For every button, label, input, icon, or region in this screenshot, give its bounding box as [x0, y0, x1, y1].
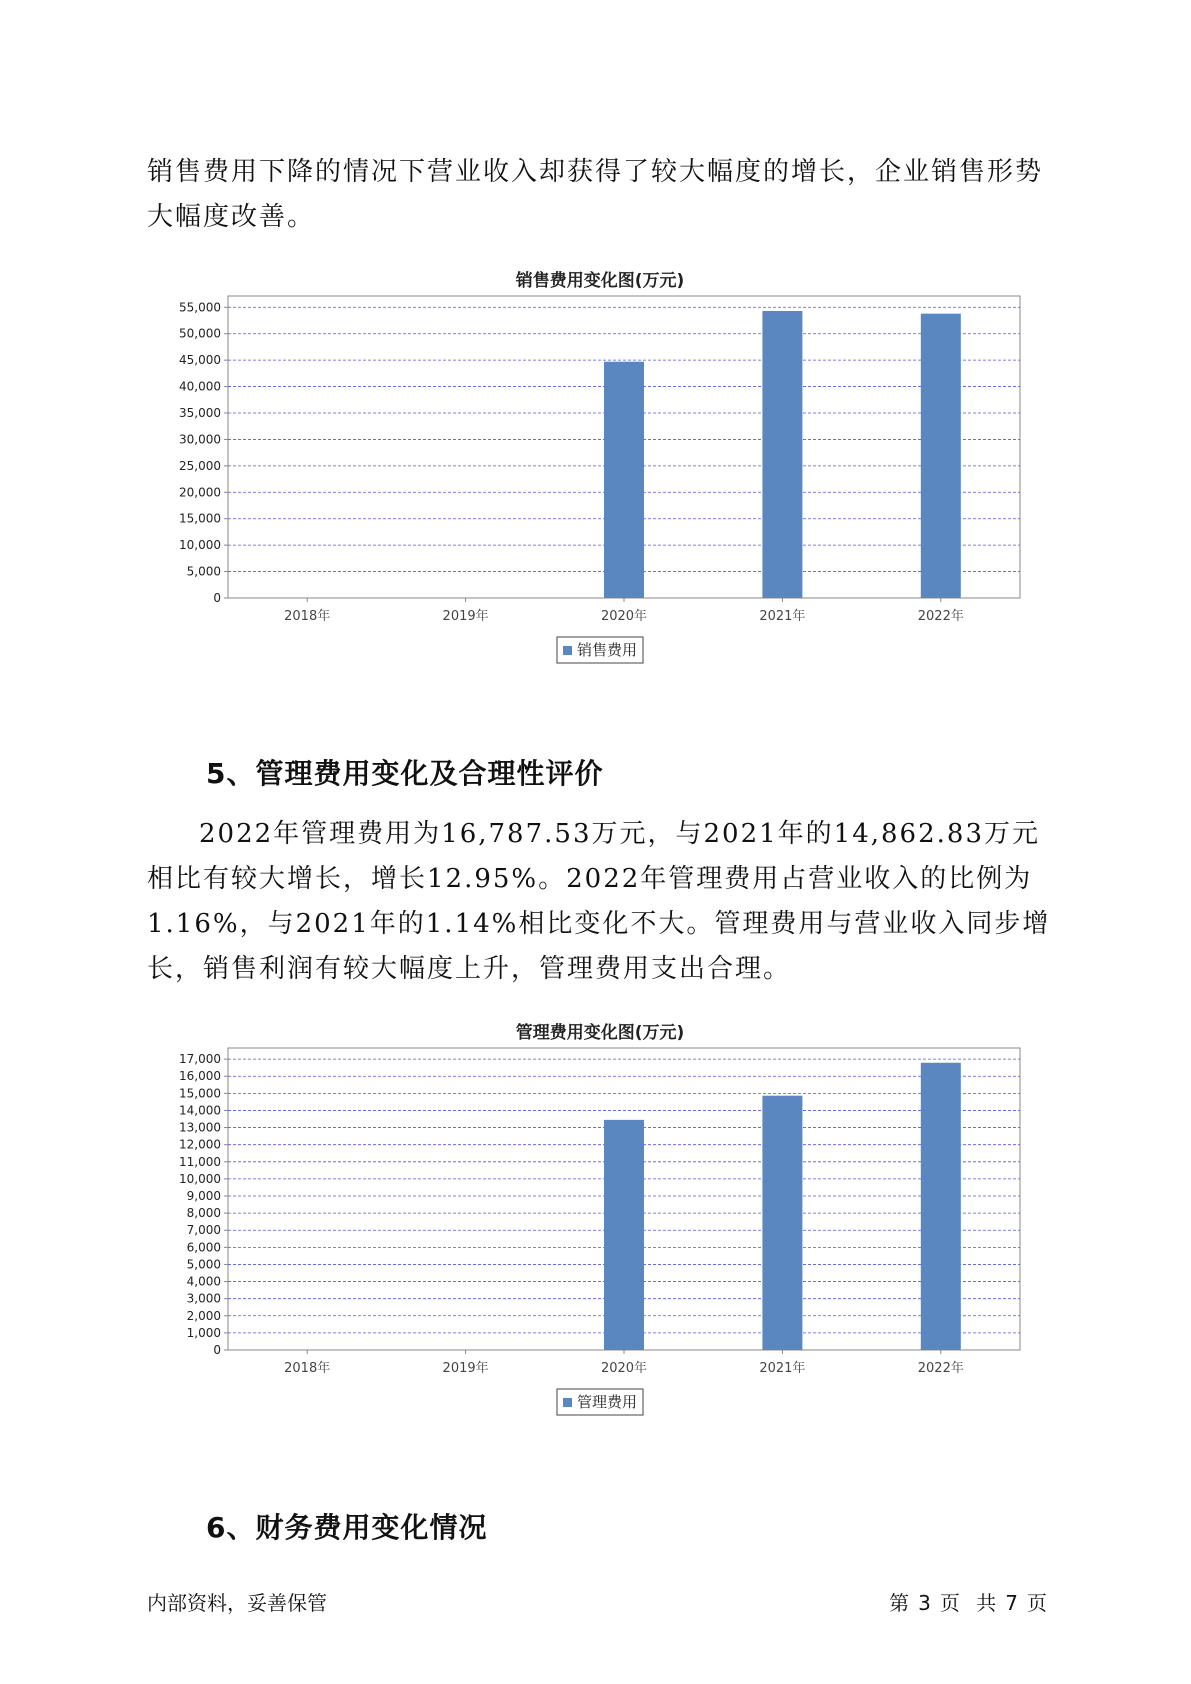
y-tick-label: 6,000	[186, 1240, 221, 1255]
x-tick-label: 2021年	[759, 1361, 806, 1376]
y-tick-label: 30,000	[179, 432, 221, 447]
y-tick-label: 5,000	[186, 564, 221, 579]
bar-2020年	[604, 1120, 644, 1350]
sales-expense-chart-svg	[150, 266, 1030, 716]
y-tick-label: 7,000	[186, 1223, 221, 1238]
y-tick-label: 2,000	[186, 1308, 221, 1323]
y-tick-label: 10,000	[179, 1171, 221, 1186]
y-tick-label: 4,000	[186, 1274, 221, 1289]
y-tick-label: 3,000	[186, 1291, 221, 1306]
bar-2022年	[921, 1063, 961, 1350]
y-tick-label: 11,000	[179, 1154, 221, 1169]
x-tick-label: 2020年	[600, 609, 648, 624]
x-tick-label: 2021年	[759, 609, 806, 624]
y-tick-label: 40,000	[179, 379, 221, 394]
y-tick-label: 35,000	[179, 406, 221, 420]
y-tick-label: 9,000	[186, 1189, 221, 1204]
y-tick-label: 20,000	[179, 485, 221, 500]
bar-2021年	[762, 311, 802, 598]
x-tick-label: 2018年	[284, 1361, 331, 1376]
sales-expense-chart	[150, 266, 1030, 716]
total-prefix: 共	[976, 1591, 998, 1615]
y-tick-label: 13,000	[179, 1120, 221, 1135]
bar-2020年	[604, 362, 644, 598]
management-expense-chart	[150, 1018, 1030, 1468]
y-tick-label: 14,000	[179, 1103, 221, 1118]
y-tick-label: 15,000	[179, 511, 221, 526]
page-number: 3	[918, 1591, 932, 1615]
y-tick-label: 10,000	[179, 538, 221, 553]
footer-page-info	[885, 1587, 1052, 1616]
y-tick-label: 25,000	[179, 458, 221, 473]
total-unit: 页	[1027, 1591, 1048, 1615]
management-expense-chart-svg	[150, 1018, 1030, 1468]
section6-heading: 6、财务费用变化情况	[206, 1511, 488, 1544]
y-tick-label: 55,000	[179, 300, 221, 315]
page-unit: 页	[939, 1591, 961, 1615]
section5-heading: 5、管理费用变化及合理性评价	[206, 757, 604, 790]
y-tick-label: 50,000	[179, 326, 221, 341]
x-tick-label: 2019年	[442, 609, 489, 624]
footer-confidential: 内部资料，妥善保管	[147, 1591, 327, 1615]
total-pages: 7	[1005, 1591, 1019, 1615]
y-tick-label: 5,000	[186, 1257, 221, 1272]
y-tick-label: 45,000	[179, 353, 221, 368]
chart-title: 销售费用变化图(万元)	[515, 271, 685, 291]
x-tick-label: 2022年	[917, 1361, 964, 1376]
x-tick-label: 2019年	[442, 1361, 489, 1376]
y-tick-label: 8,000	[186, 1206, 221, 1221]
y-tick-label: 15,000	[179, 1086, 221, 1101]
y-tick-label: 12,000	[179, 1137, 221, 1152]
y-tick-label: 0	[213, 1343, 221, 1357]
x-tick-label: 2022年	[917, 609, 964, 624]
x-tick-label: 2020年	[600, 1361, 648, 1376]
intro-paragraph: 销售费用下降的情况下营业收入却获得了较大幅度的增长，企业销售形势大幅度改善。	[147, 157, 1044, 232]
x-tick-label: 2018年	[284, 609, 331, 624]
section5-paragraph: 2022年管理费用为16,787.53万元，与2021年的14,862.83万元相比有较大增长，增长12.95%。2022年管理费用占营业收入的比例为1.16%，与2021年的1.14%相比变化不大。管理费用与营业收入同步增长，销售利润有较大幅度上升，管理费用支出合理。	[147, 819, 1051, 984]
page-prefix: 第	[889, 1591, 911, 1615]
legend-label: 销售费用	[577, 641, 638, 659]
legend-swatch	[563, 1398, 572, 1407]
y-tick-label: 0	[213, 591, 221, 605]
legend-label: 管理费用	[577, 1393, 638, 1411]
y-tick-label: 16,000	[179, 1069, 221, 1084]
y-tick-label: 17,000	[179, 1052, 221, 1067]
chart-title: 管理费用变化图(万元)	[515, 1023, 685, 1043]
bar-2021年	[762, 1096, 802, 1350]
y-tick-label: 1,000	[186, 1325, 221, 1340]
bar-2022年	[921, 314, 961, 598]
legend-swatch	[563, 646, 572, 655]
